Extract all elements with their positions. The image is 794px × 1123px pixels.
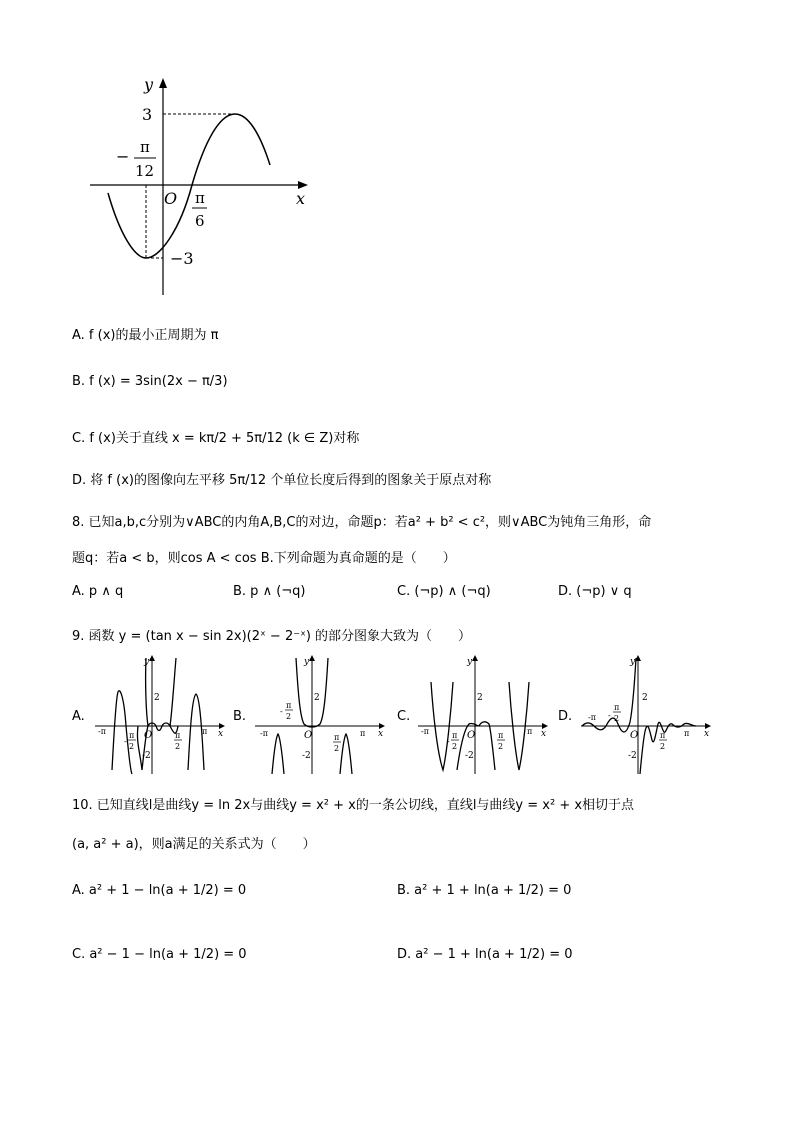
tick-neg-half-pi: π (286, 701, 292, 710)
q10-stem-line2: (a, a² + a)，则a满足的关系式为（ ） (72, 837, 316, 852)
tick-2: 2 (642, 693, 648, 703)
q9-graph-d (576, 652, 716, 777)
q8-option-b[interactable]: B. p ∧ (¬q) (233, 584, 306, 599)
origin-label: O (164, 189, 178, 208)
q7-option-c[interactable]: C. f (x)关于直线 x = kπ/2 + 5π/12 (k ∈ Z)对称 (72, 431, 360, 446)
tick-half-pi: π (660, 731, 666, 740)
x-label: x (541, 729, 547, 739)
origin-label: O (630, 730, 639, 741)
tick-pi: π (202, 727, 208, 736)
tick-neg-pi: -π (260, 729, 268, 738)
x-axis-arrow (298, 181, 308, 189)
sine-curve (108, 114, 270, 258)
q10-option-d[interactable]: D. a² − 1 + ln(a + 1/2) = 0 (397, 947, 573, 962)
max-value-label: 3 (142, 105, 153, 124)
tick-neg2: -2 (628, 751, 637, 761)
q9-graph-c (413, 652, 553, 777)
q7-option-a[interactable]: A. f (x)的最小正周期为 π (72, 328, 219, 343)
q9-graph-a (90, 652, 230, 777)
q9-graph-b (250, 652, 390, 777)
pi12-numerator: π (140, 138, 150, 156)
y-label: y (144, 75, 154, 94)
tick-half-pi: π (175, 731, 181, 740)
tick-half-den: 2 (660, 742, 666, 751)
tick-neg-pi: -π (98, 727, 106, 736)
q7-option-b[interactable]: B. f (x) = 3sin(2x − π/3) (72, 374, 228, 389)
tick-neg2: -2 (142, 751, 151, 761)
pi6-denominator: 6 (195, 212, 205, 230)
q8-option-d[interactable]: D. (¬p) ∨ q (558, 584, 632, 599)
tick-2: 2 (477, 693, 483, 703)
tick-neg-half-den: 2 (286, 712, 292, 721)
x-label: x (378, 729, 384, 739)
pi12-denominator: 12 (135, 162, 155, 180)
curve (112, 658, 204, 774)
y-label: y (630, 657, 636, 667)
y-label: y (467, 657, 473, 667)
tick-neg-half-den: 2 (129, 742, 135, 751)
y-label: y (304, 657, 310, 667)
x-label: x (704, 729, 710, 739)
tick-pi: π (527, 727, 533, 736)
tick-neg-half-pi: π (129, 731, 135, 740)
q8-stem-line1: 8. 已知a,b,c分别为∨ABC的内角A,B,C的对边，命题p：若a² + b² < c²，则∨ABC为钝角三角形，命 (72, 515, 652, 530)
tick-neg-sign: - (124, 737, 127, 746)
tick-half-den: 2 (175, 742, 181, 751)
tick-neg-half-pi: π (614, 703, 620, 712)
tick-pi: π (684, 729, 690, 738)
tick-neg-pi: -π (421, 727, 429, 736)
x-label: x (218, 729, 224, 739)
tick-neg-sign: - (280, 707, 283, 716)
tick-pi: π (360, 729, 366, 738)
tick-neg-half-pi: π (452, 731, 458, 740)
q10-stem-line1: 10. 已知直线l是曲线y = ln 2x与曲线y = x² + x的一条公切线，直线l与曲线y = x² + x相切于点 (72, 798, 635, 813)
tick-neg-half-den: 2 (614, 714, 620, 723)
q10-option-c[interactable]: C. a² − 1 − ln(a + 1/2) = 0 (72, 947, 247, 962)
q10-option-a[interactable]: A. a² + 1 − ln(a + 1/2) = 0 (72, 883, 247, 898)
y-label: y (144, 657, 150, 667)
origin-label: O (304, 730, 313, 741)
q9-option-b-label[interactable]: B. (233, 709, 247, 724)
tick-neg-sign: - (447, 737, 450, 746)
tick-neg-half-den: 2 (452, 742, 458, 751)
tick-2: 2 (314, 693, 320, 703)
pi6-numerator: π (195, 189, 205, 207)
q9-option-c-label[interactable]: C. (397, 709, 411, 724)
tick-half-pi: π (334, 733, 340, 742)
origin-label: O (144, 730, 153, 741)
q9-option-d-label[interactable]: D. (558, 709, 573, 724)
tick-neg2: -2 (465, 751, 474, 761)
q8-stem-line2: 题q：若a < b，则cos A < cos B.下列命题为真命题的是（ ） (72, 551, 456, 566)
tick-half-pi: π (498, 731, 504, 740)
q8-option-a[interactable]: A. p ∧ q (72, 584, 124, 599)
sine-graph-figure (80, 70, 320, 310)
neg-sign: − (116, 147, 130, 166)
y-axis-arrow (159, 78, 167, 88)
q9-stem: 9. 函数 y = (tan x − sin 2x)(2ˣ − 2⁻ˣ) 的部分图象大致为（ ） (72, 629, 472, 644)
origin-label: O (467, 730, 476, 741)
tick-half-den: 2 (334, 744, 340, 753)
q7-option-d[interactable]: D. 将 f (x)的图像向左平移 5π/12 个单位长度后得到的图象关于原点对称 (72, 473, 492, 488)
tick-neg2: -2 (302, 751, 311, 761)
q8-option-c[interactable]: C. (¬p) ∧ (¬q) (397, 584, 491, 599)
q10-option-b[interactable]: B. a² + 1 + ln(a + 1/2) = 0 (397, 883, 572, 898)
min-value-label: −3 (170, 249, 194, 268)
curve (582, 658, 696, 774)
q9-option-a-label[interactable]: A. (72, 709, 85, 724)
tick-neg-pi: -π (588, 713, 596, 722)
x-label: x (296, 189, 306, 208)
tick-2: 2 (154, 693, 160, 703)
tick-half-den: 2 (498, 742, 504, 751)
tick-neg-sign: - (608, 711, 611, 720)
